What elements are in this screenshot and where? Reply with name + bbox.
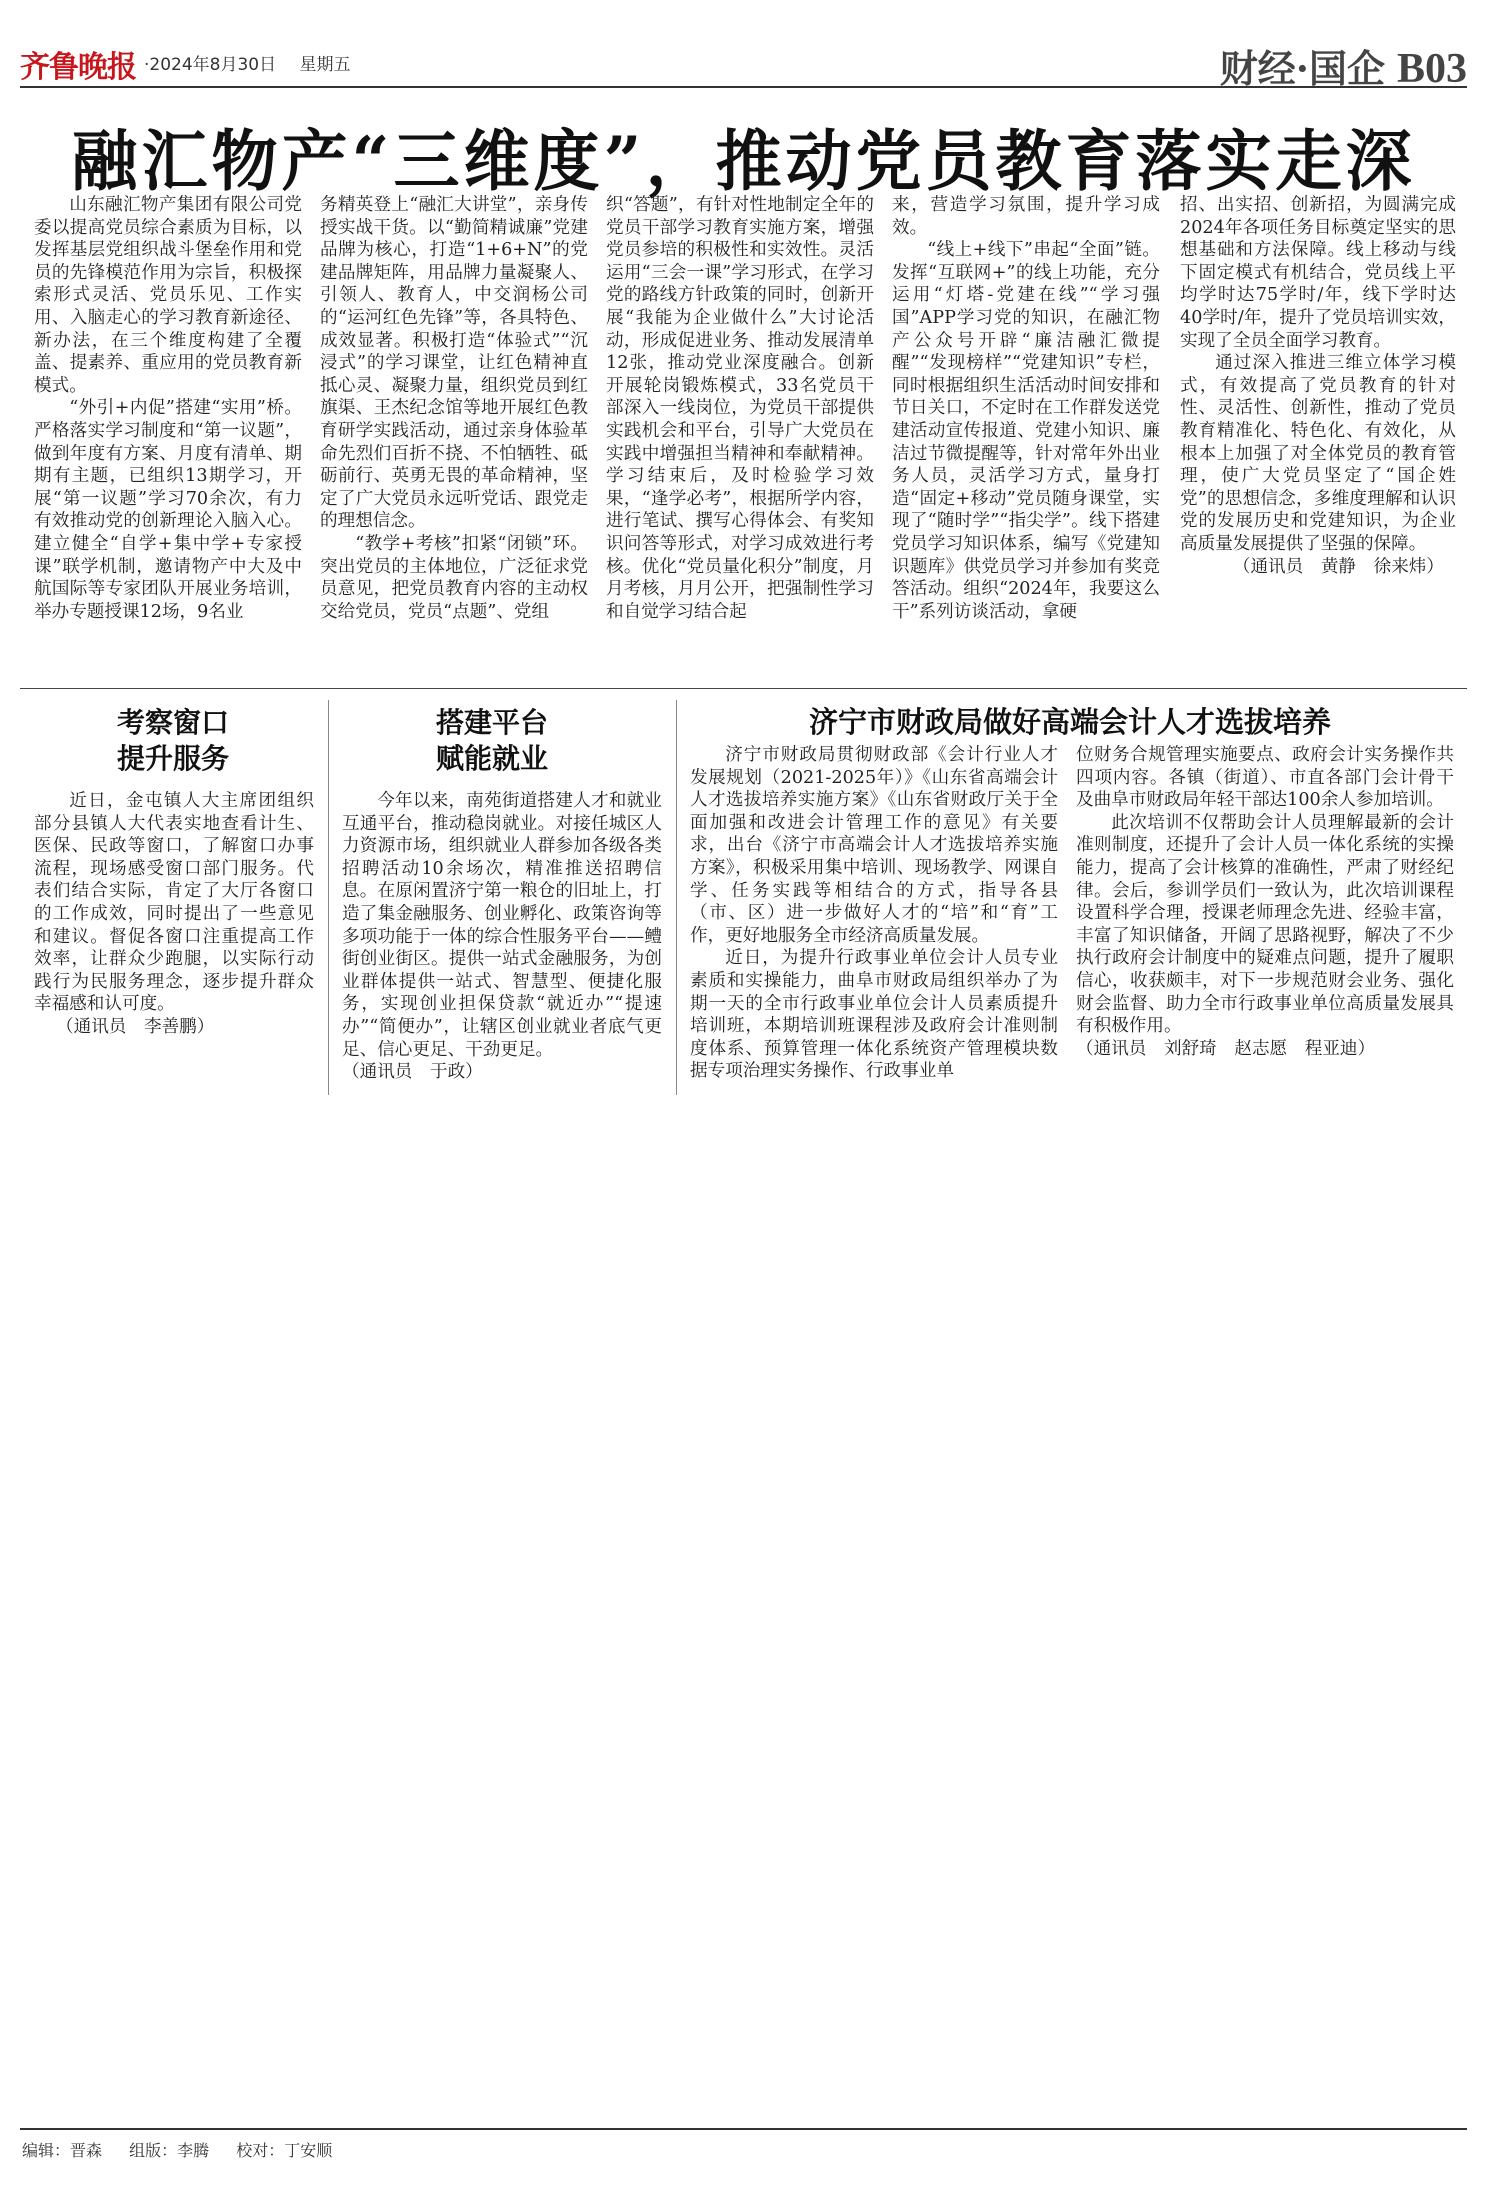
story2-paragraph: 近日，金屯镇人大主席团组织部分县镇人大代表实地查看计生、医保、民政等窗口，了解窗口办事流程，现场感受窗口部门服务。代表们结合实际，肯定了大厅各窗口的工作成效，同时提出了一些意见和建议。督促各窗口注重提高工作效率，让群众少跑腿，以实际行动践行为民服务理念，逐步提升群众幸福感和认可度。 [34,791,314,1015]
newspaper-logo: 齐鲁晚报 [20,50,136,85]
story3-body [342,790,662,1100]
dateline [144,50,369,75]
footer-rule [20,2128,1467,2130]
footer-layout: 组版：李腾 [129,2141,210,2160]
lead-paragraph: “外引+内促”搭建“实用”桥。严格落实学习制度和“第一议题”，做到年度有方案、月度有清单、期期有主题，已组织13期学习，开展“第一议题”学习70余次，有力有效推动党的创新理论入脑入心。建立健全“自学+集中学+专家授课”联学机制，邀请物产中大及中航国际等专家团队开展业务培训，举办专题授课12场，9名业 [34,398,302,622]
story2-title [34,705,312,777]
page-footer [22,2138,354,2161]
lead-paragraph: “教学+考核”扣紧“闭锁”环。突出党员的主体地位，广泛征求党员意见，把党员教育内容的主动权交给党员，党员“点题”、党组 [320,533,588,622]
column-divider [676,700,677,1095]
lead-column-3 [606,194,874,684]
lead-paragraph: “线上+线下”串起“全面”链。发挥“互联网+”的线上功能，充分运用“灯塔-党建在线”“学习强国”APP学习党的知识，在融汇物产公众号开辟“廉洁融汇微提醒”“发现榜样”“党建知识”专栏，同时根据组织生活活动时间安排和节日关口，不定时在工作群发送党建活动宣传报道、党建小知识、廉洁过节微提醒等，针对常年外出业务人员，灵活学习方式，量身打造“固定+移动”党员随身课堂，实现了“随时学”“指尖学”。线下搭建党员学习知识体系，编写《党建知识题库》供党员学习并参加有奖竞答活动。组织“2024年，我要这么干”系列访谈活动，拿硬 [892,240,1160,622]
story2-title-line: 提升服务 [116,742,229,775]
section-label [1220,38,1467,93]
lead-column-2 [320,194,588,684]
lead-paragraph: 来，营造学习氛围，提升学习成效。 [892,195,1160,238]
lead-paragraph: 务精英登上“融汇大讲堂”，亲身传授实战干货。以“勤简精诚廉”党建品牌为核心，打造“1+6+N”的党建品牌矩阵，用品牌力量凝聚人、引领人、教育人，中交润杨公司的“运河红色先锋”等，各具特色、成效显著。积极打造“体验式”“沉浸式”的学习课堂，让红色精神直抵心灵、凝聚力量，组织党员到红旗渠、王杰纪念馆等地开展红色教育研学实践活动，通过亲身体验革命先烈们百折不挠、不怕牺牲、砥砺前行、英勇无畏的革命精神，坚定了广大党员永远听党话、跟党走的理想信念。 [320,195,588,532]
story4-byline: （通讯员 刘舒琦 赵志愿 程亚迪） [1076,1038,1376,1059]
column-divider [328,700,329,1095]
lead-paragraph: 织“答题”，有针对性地制定全年的党员干部学习教育实施方案，增强党员参培的积极性和实效性。灵活运用“三会一课”学习形式，在学习党的路线方针政策的同时，创新开展“我能为企业做什么”大讨论活动，形成促进业务、推动发展清单12张，推动党业深度融合。创新开展轮岗锻炼模式，33名党员干部深入一线岗位，为党员干部提供实践机会和平台，引导广大党员在实践中增强担当精神和奉献精神。学习结束后，及时检验学习效果，“逢学必考”，根据所学内容，进行笔试、撰写心得体会、有奖知识问答等形式，对学习成效进行考核。优化“党员量化积分”制度，月月考核，月月公开，把强制性学习和自觉学习结合起 [606,195,874,622]
story4-column-2 [1076,744,1454,1084]
story3-title [342,705,642,777]
lead-column-5 [1180,194,1456,684]
story4-paragraph: 济宁市财政局贯彻财政部《会计行业人才发展规划（2021-2025年）》《山东省高端会计人才选拔培养实施方案》《山东省财政厅关于全面加强和改进会计管理工作的意见》有关要求，出台《济宁市高端会计人才选拔培养实施方案》，积极采用集中培训、现场教学、网课自学、任务实践等相结合的方式，指导各县（市、区）进一步做好人才的“培”和“育”工作，更好地服务全市经济高质量发展。 [690,745,1058,946]
story3-title-line: 赋能就业 [435,742,548,775]
page-number: B03 [1396,46,1467,92]
section-name: 财经·国企 [1219,46,1385,91]
lead-headline: 融汇物产“三维度”，推动党员教育落实走深 [71,122,1416,200]
issue-weekday: 星期五 [299,55,351,75]
story4-paragraph: 近日，为提升行政事业单位会计人员专业素质和实操能力，曲阜市财政局组织举办了为期一天的全市行政事业单位会计人员素质提升培训班，本期培训班课程涉及政府会计准则制度体系、预算管理一体化系统资产管理模块数据专项治理实务操作、行政事业单 [690,948,1058,1082]
story3-paragraph: 今年以来，南苑街道搭建人才和就业互通平台，推动稳岗就业。对接任城区人力资源市场，组织就业人群参加各级各类招聘活动10余场次，精准推送招聘信息。在原闲置济宁第一粮仓的旧址上，打造了集金融服务、创业孵化、政策咨询等多项功能于一体的综合性服务平台——鳢街创业街区。提供一站式金融服务，为创业群体提供一站式、智慧型、便捷化服务，实现创业担保贷款“就近办”“提速办”“简便办”，让辖区创业就业者底气更足、信心更足、干劲更足。 [342,791,662,1060]
story2-byline: （通讯员 李善鹏） [56,1016,215,1037]
story4-column-1 [690,744,1058,1084]
issue-date: ·2024年8月30日 [144,55,277,75]
lead-byline: （通讯员 黄静 徐来炜） [1232,556,1444,577]
lead-column-4 [892,194,1160,684]
story3-title-line: 搭建平台 [435,706,548,739]
masthead [20,34,1467,92]
story2-title-line: 考察窗口 [116,706,229,739]
story4-title: 济宁市财政局做好高端会计人才选拔培养 [808,705,1331,739]
lead-paragraph: 通过深入推进三维立体学习模式，有效提高了党员教育的针对性、灵活性、创新性，推动了党员教育精准化、特色化、有效化，从根本上加强了对全体党员的教育管理，使广大党员坚定了“国企姓党”的思想信念，多维度理解和认识党的发展历史和党建知识，为企业高质量发展提供了坚强的保障。 [1180,353,1456,554]
section-divider [20,688,1467,689]
lead-column-1 [34,194,302,684]
lead-paragraph: 招、出实招、创新招，为圆满完成2024年各项任务目标奠定坚实的思想基础和方法保障。线上移动与线下固定模式有机结合，党员线上平均学时达75学时/年，线下学时达40学时/年，提升了党员培训实效，实现了全员全面学习教育。 [1180,195,1456,351]
story3-byline: （通讯员 于政） [342,1062,483,1083]
story4-paragraph: 位财务合规管理实施要点、政府会计实务操作共四项内容。各镇（街道）、市直各部门会计骨干及曲阜市财政局年轻干部达100余人参加培训。 [1076,745,1454,811]
lead-paragraph: 山东融汇物产集团有限公司党委以提高党员综合素质为目标，以发挥基层党组织战斗堡垒作用和党员的先锋模范作用为宗旨，积极探索形式灵活、党员乐见、工作实用、入脑走心的学习教育新途径、新办法，在三个维度构建了全覆盖、提素养、重应用的党员教育新模式。 [34,195,302,396]
story4-paragraph: 此次培训不仅帮助会计人员理解最新的会计准则制度，还提升了会计人员一体化系统的实操能力，提高了会计核算的准确性，严肃了财经纪律。会后，参训学员们一致认为，此次培训课程设置科学合理，授课老师理念先进、经验丰富，丰富了知识储备，开阔了思路视野，解决了不少执行政府会计制度中的疑难点问题，提升了履职信心，收获颇丰，对下一步规范财会业务、强化财会监督、助力全市行政事业单位高质量发展具有积极作用。 [1076,812,1454,1037]
footer-editor: 编辑：晋森 [22,2141,103,2160]
story2-body [34,790,314,1100]
footer-proof: 校对：丁安顺 [236,2141,333,2160]
